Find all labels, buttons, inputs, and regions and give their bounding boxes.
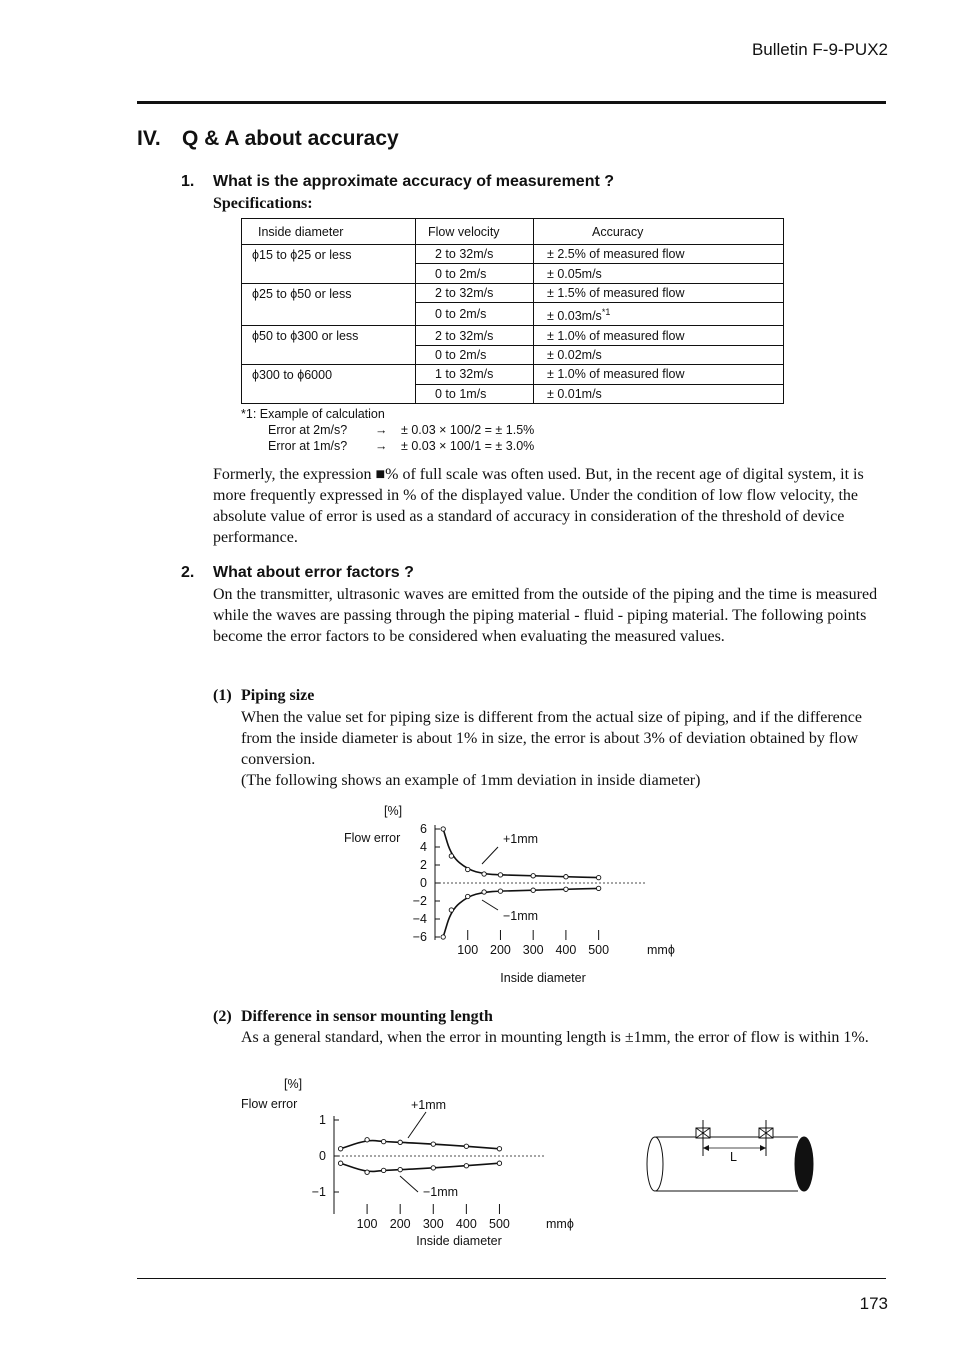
footnote-line-1 xyxy=(268,422,628,438)
accuracy-cell xyxy=(534,326,784,345)
data-point xyxy=(398,1167,402,1171)
x-tick-label: 100 xyxy=(356,1217,378,1231)
data-point xyxy=(381,1139,385,1143)
accuracy-value: ± 1.0% of measured flow xyxy=(547,328,685,343)
y-tick-label: 6 xyxy=(420,822,427,836)
accuracy-value: ± 2.5% of measured flow xyxy=(547,247,685,262)
x-tick-label: 200 xyxy=(389,1217,411,1231)
data-point xyxy=(449,908,453,912)
accuracy-cell xyxy=(534,345,784,364)
y-tick-label: 1 xyxy=(319,1113,326,1127)
y-unit-label: [%] xyxy=(384,804,403,818)
bulletin-code: Bulletin F-9-PUX2 xyxy=(751,40,888,59)
q1-paragraph: Formerly, the expression ■% of full scale was often used. But, in the recent age of digital system, it is more frequently expressed in % of the displayed value. Under the condition of low flow velocity, the absolute value of error is used as a standard of accuracy in consideration of the threshold of device performance. xyxy=(213,466,864,546)
data-point xyxy=(365,1170,369,1174)
accuracy-value: ± 1.5% of measured flow xyxy=(547,285,685,300)
pipe-outline xyxy=(656,1137,798,1191)
series-line-minus xyxy=(341,1163,500,1171)
item-1-paragraph: When the value set for piping size is different from the actual size of piping, and if the difference from the inside diameter is about 1% in size, the error is about 3% of deviation obtained by flow conversion. xyxy=(241,709,862,768)
accuracy-cell xyxy=(534,365,784,384)
velocity-cell: 2 to 32m/s xyxy=(416,326,534,345)
q2-paragraph: On the transmitter, ultrasonic waves are emitted from the outside of the piping and the time is measured while the waves are passing through the piping material - fluid - piping material. The following points become the error factors to be considered when evaluating the measured values. xyxy=(213,586,878,645)
y-tick-label: 0 xyxy=(420,876,427,890)
footnote-title: *1: Example of calculation xyxy=(241,407,385,421)
x-tick-label: 300 xyxy=(422,1217,444,1231)
y-axis-label: Flow error xyxy=(241,1097,298,1111)
question-1-number: 1. xyxy=(181,173,195,190)
table-header-cell: Flow velocity xyxy=(416,219,534,245)
x-axis-label: Inside diameter xyxy=(416,1234,502,1248)
table-row xyxy=(242,245,784,264)
pipe-length-label: L xyxy=(730,1150,737,1164)
section-title xyxy=(137,127,399,151)
data-point xyxy=(381,1168,385,1172)
item-1-paragraph-2: (The following shows an example of 1mm deviation in inside diameter) xyxy=(241,772,701,789)
accuracy-cell xyxy=(534,283,784,302)
velocity-cell: 0 to 2m/s xyxy=(416,303,534,326)
data-point xyxy=(431,1166,435,1170)
table-header-cell: Inside diameter xyxy=(242,219,416,245)
table-header-row xyxy=(242,219,784,245)
question-2 xyxy=(181,564,414,582)
x-axis-label: Inside diameter xyxy=(500,971,586,985)
data-point xyxy=(596,875,600,879)
velocity-cell: 0 to 2m/s xyxy=(416,345,534,364)
section-title-text: Q & A about accuracy xyxy=(182,127,399,150)
diameter-cell: ϕ300 to ϕ6000 xyxy=(242,365,416,404)
accuracy-value: ± 0.03m/s xyxy=(547,309,602,324)
leader-line xyxy=(408,1112,426,1138)
leader-line xyxy=(482,900,498,910)
spec-label: Specifications: xyxy=(213,195,313,212)
data-point xyxy=(497,1161,501,1165)
accuracy-cell xyxy=(534,384,784,403)
question-1 xyxy=(181,173,614,191)
question-2-number: 2. xyxy=(181,564,195,581)
y-tick-label: −6 xyxy=(412,930,427,944)
page-number: 173 xyxy=(859,1294,888,1313)
data-point xyxy=(464,1164,468,1168)
table-row xyxy=(242,365,784,384)
pipe-closed-end xyxy=(795,1137,813,1191)
footnote-label: Error at 1m/s? xyxy=(268,439,348,453)
accuracy-cell xyxy=(534,245,784,264)
x-tick-label: 200 xyxy=(490,943,511,957)
item-1-heading xyxy=(213,687,314,705)
leader-line xyxy=(400,1176,418,1192)
y-tick-label: −2 xyxy=(412,894,427,908)
data-point xyxy=(497,1147,501,1151)
y-tick-label: 2 xyxy=(420,858,427,872)
question-1-title: What is the approximate accuracy of measurement ? xyxy=(213,173,615,190)
footnote-label: Error at 2m/s? xyxy=(268,423,348,437)
accuracy-cell xyxy=(534,303,784,326)
series-label: +1mm xyxy=(411,1098,447,1112)
data-point xyxy=(449,854,453,858)
data-point xyxy=(431,1142,435,1146)
velocity-cell: 1 to 32m/s xyxy=(416,365,534,384)
velocity-cell: 0 to 2m/s xyxy=(416,264,534,283)
item-2-heading xyxy=(213,1008,493,1026)
diameter-cell: ϕ50 to ϕ300 or less xyxy=(242,326,416,365)
data-point xyxy=(596,886,600,890)
footnote-line-2 xyxy=(268,438,628,454)
data-point xyxy=(498,873,502,877)
y-tick-label: 4 xyxy=(420,840,427,854)
x-unit-label: mmϕ xyxy=(647,943,675,957)
y-axis-label: Flow error xyxy=(344,831,401,845)
item-1-number: (1) xyxy=(213,687,232,704)
data-point xyxy=(482,872,486,876)
accuracy-value: ± 0.01m/s xyxy=(547,386,602,401)
series-label: −1mm xyxy=(503,909,539,923)
item-1-title: Piping size xyxy=(241,687,315,704)
piping-size-chart xyxy=(330,800,675,990)
x-tick-label: 500 xyxy=(489,1217,510,1231)
data-point xyxy=(338,1147,342,1151)
data-point xyxy=(466,867,470,871)
accuracy-cell xyxy=(534,264,784,283)
series-label: −1mm xyxy=(423,1185,459,1199)
data-point xyxy=(564,887,568,891)
x-tick-label: 300 xyxy=(522,943,544,957)
accuracy-value: ± 1.0% of measured flow xyxy=(547,367,685,382)
series-line-plus xyxy=(341,1141,500,1149)
data-point xyxy=(398,1140,402,1144)
x-tick-label: 100 xyxy=(457,943,479,957)
footer-rule xyxy=(137,1278,886,1279)
velocity-cell: 2 to 32m/s xyxy=(416,245,534,264)
pipe-open-end xyxy=(647,1137,663,1191)
footnote-marker: *1 xyxy=(601,307,611,318)
mounting-length-chart xyxy=(236,1072,596,1252)
data-point xyxy=(531,874,535,878)
data-point xyxy=(498,889,502,893)
item-2-title: Difference in sensor mounting length xyxy=(241,1008,493,1025)
data-point xyxy=(338,1161,342,1165)
footnote-calc: ± 0.03 × 100/1 = ± 3.0% xyxy=(401,439,535,453)
data-point xyxy=(466,894,470,898)
x-tick-label: 400 xyxy=(555,943,577,957)
data-point xyxy=(441,827,445,831)
data-point xyxy=(464,1144,468,1148)
x-tick-label: 500 xyxy=(588,943,610,957)
accuracy-table xyxy=(241,218,784,404)
x-tick-label: 400 xyxy=(455,1217,477,1231)
data-point xyxy=(441,935,445,939)
pipe-diagram xyxy=(638,1120,818,1200)
arrow-icon: → xyxy=(375,439,388,453)
data-point xyxy=(482,890,486,894)
data-point xyxy=(564,875,568,879)
question-2-title: What about error factors ? xyxy=(213,564,414,581)
item-2-number: (2) xyxy=(213,1008,232,1025)
x-unit-label: mmϕ xyxy=(546,1217,574,1231)
diameter-cell: ϕ25 to ϕ50 or less xyxy=(242,283,416,326)
diameter-cell: ϕ15 to ϕ25 or less xyxy=(242,245,416,284)
accuracy-value: ± 0.02m/s xyxy=(547,347,602,362)
header-rule xyxy=(137,101,886,104)
arrow-icon: → xyxy=(375,423,388,437)
data-point xyxy=(365,1138,369,1142)
y-tick-label: −1 xyxy=(311,1185,326,1199)
series-label: +1mm xyxy=(503,832,539,846)
table-header-cell: Accuracy xyxy=(534,219,784,245)
accuracy-value: ± 0.05m/s xyxy=(547,266,602,281)
table-row xyxy=(242,326,784,345)
leader-line xyxy=(482,847,498,864)
data-point xyxy=(531,888,535,892)
y-unit-label: [%] xyxy=(284,1077,303,1091)
y-tick-label: −4 xyxy=(412,912,427,926)
velocity-cell: 2 to 32m/s xyxy=(416,283,534,302)
y-tick-label: 0 xyxy=(319,1149,326,1163)
footnote-calc: ± 0.03 × 100/2 = ± 1.5% xyxy=(401,423,535,437)
table-row xyxy=(242,283,784,302)
item-2-paragraph: As a general standard, when the error in mounting length is ±1mm, the error of flow is within 1%. xyxy=(241,1029,869,1046)
velocity-cell: 0 to 1m/s xyxy=(416,384,534,403)
section-number: IV. xyxy=(137,127,161,150)
